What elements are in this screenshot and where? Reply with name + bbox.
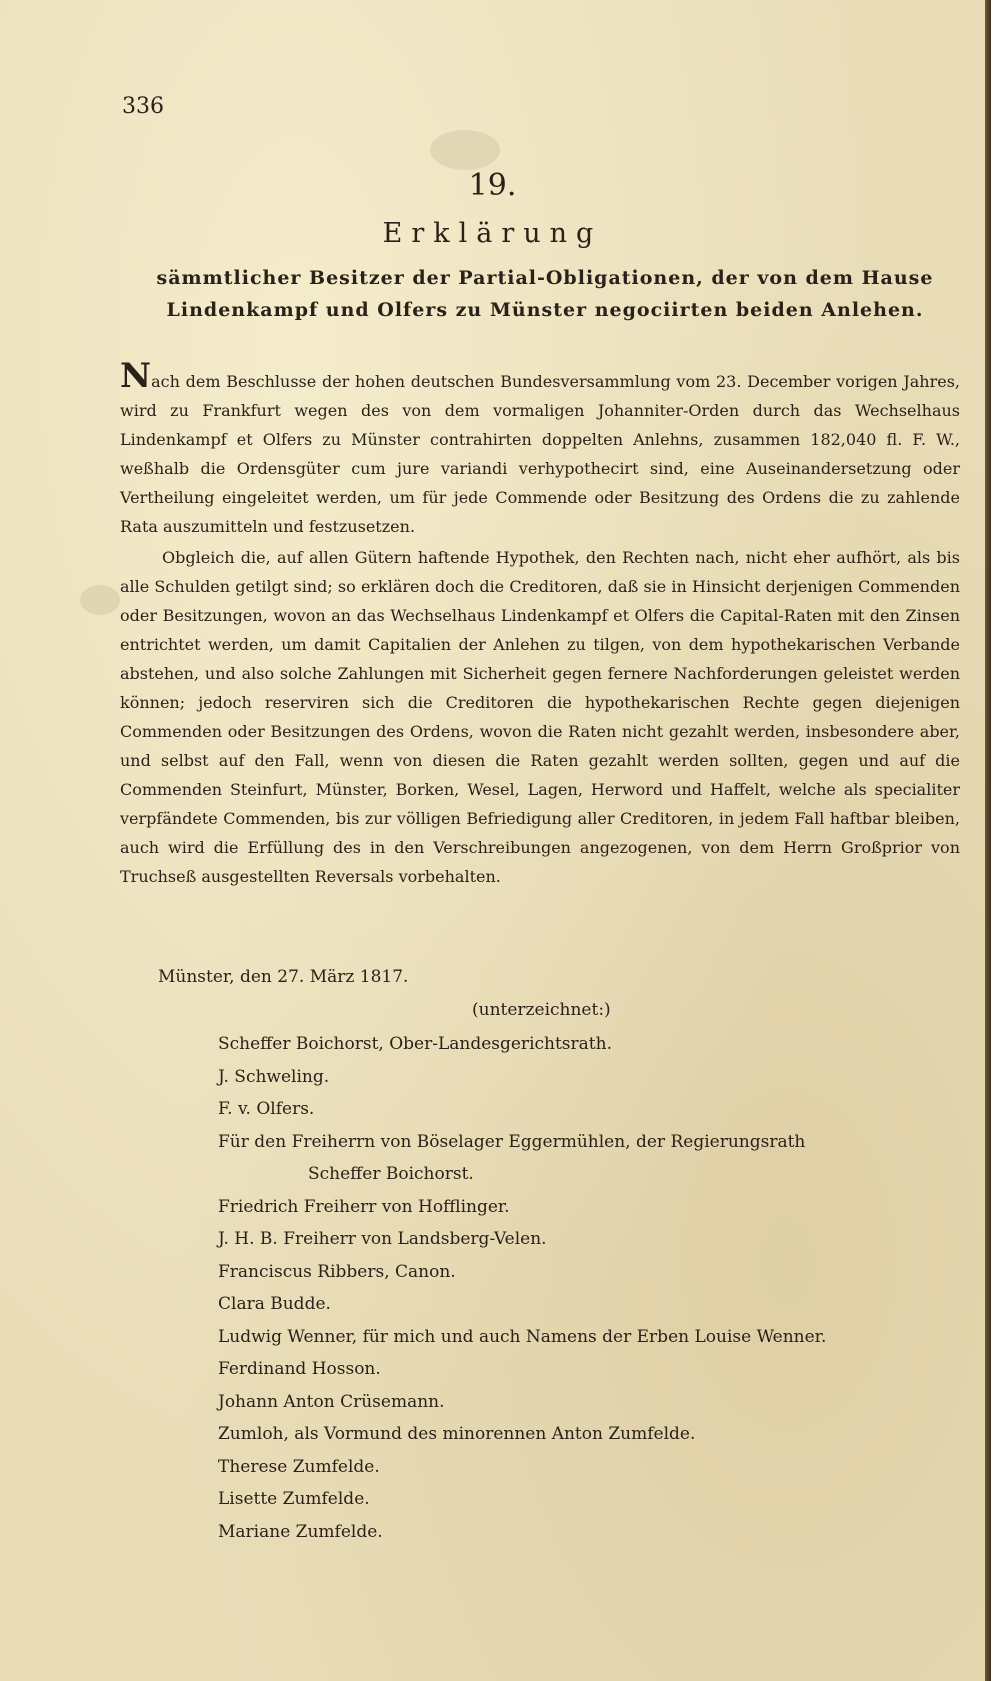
- signatory: Franciscus Ribbers, Canon.: [218, 1261, 456, 1282]
- signatory-continued: Scheffer Boichorst.: [308, 1164, 474, 1184]
- signatory: Ferdinand Hosson.: [218, 1359, 381, 1379]
- place-date: Münster, den 27. März 1817.: [158, 967, 409, 987]
- paragraph-text: ach dem Beschlusse der hohen deutschen Bundesversammlung vom 23. December vorigen Jahres, wird zu Frankfurt wegen des von dem vormaligen Johanniter-Orden durch das Wechselhaus Lindenkampf et Olfers zu Münster contrahirten doppelten Anlehns, zusammen 182,040 fl. F. W., weßhalb die Ordensgüter cum jure variandi verhypothecirt sind, eine Auseinandersetzung oder Vertheilung eingeleitet werden, um für jede Commende oder Besitzung des Ordens die zu zahlende Rata auszumitteln und festzusetzen.: [120, 372, 960, 536]
- signatory: J. Schweling.: [218, 1066, 330, 1087]
- document-subtitle: sämmtlicher Besitzer der Partial-Obligationen, der von dem Hause Lindenkampf und Olfers zu Münster negociirten beiden Anlehen.: [156, 267, 934, 321]
- signatory: Friedrich Freiherr von Hofflinger.: [218, 1196, 510, 1217]
- signatory: Scheffer Boichorst, Ober-Landesgerichtsrath.: [218, 1034, 612, 1054]
- paragraph: [120, 356, 960, 541]
- signatory: Lisette Zumfelde.: [218, 1489, 370, 1509]
- document-title: Erklärung: [382, 218, 603, 249]
- page-number: 336: [122, 94, 164, 119]
- paper-stain: [80, 585, 120, 615]
- paragraph: [120, 543, 960, 891]
- signatory: Therese Zumfelde.: [218, 1456, 380, 1477]
- signatory: F. v. Olfers.: [218, 1099, 315, 1119]
- signatory: Johann Anton Crüsemann.: [218, 1391, 445, 1412]
- document-number: 19.: [468, 168, 517, 203]
- page-edge-shadow: [985, 0, 1000, 1681]
- signatory: Ludwig Wenner, für mich und auch Namens der Erben Louise Wenner.: [218, 1326, 827, 1347]
- signatory: Mariane Zumfelde.: [218, 1521, 383, 1542]
- paper-stain: [430, 130, 500, 170]
- signatory: J. H. B. Freiherr von Landsberg-Velen.: [218, 1229, 547, 1249]
- body-text: [120, 356, 960, 893]
- signatory-list: [218, 1028, 958, 1548]
- signatory: Für den Freiherrn von Böselager Eggermühlen, der Regierungsrath: [218, 1131, 806, 1152]
- signatory: Clara Budde.: [218, 1294, 331, 1314]
- signed-note: (unterzeichnet:): [472, 1000, 611, 1020]
- signatory: Zumloh, als Vormund des minorennen Anton Zumfelde.: [218, 1424, 696, 1444]
- drop-cap: N: [120, 356, 152, 396]
- paragraph-text: Obgleich die, auf allen Gütern haftende Hypothek, den Rechten nach, nicht eher aufhört, als bis alle Schulden getilgt sind; so erklären doch die Creditoren, daß sie in Hinsicht derjenigen Commenden oder Besitzungen, wovon an das Wechselhaus Lindenkampf et Olfers die Capital-Raten mit den Zinsen entrichtet werden, um damit Capitalien der Anlehen zu tilgen, von dem hypothekarischen Verbande abstehen, und also solche Zahlungen mit Sicherheit gegen fernere Nachforderungen geleistet werden können; jedoch reserviren sich die Creditoren die hypothekarischen Rechte gegen diejenigen Commenden oder Besitzungen des Ordens, wovon die Raten nicht gezahlt werden, insbesondere aber, und selbst auf den Fall, wenn von diesen die Raten gezahlt werden sollten, gegen und auf die Commenden Steinfurt, Münster, Borken, Wesel, Lagen, Herword und Haffelt, welche als specialiter verpfändete Commenden, bis zur völligen Befriedigung aller Creditoren, in jedem Fall haftbar bleiben, auch wird die Erfüllung des in den Verschreibungen angezogenen, von dem Herrn Großprior von Truchseß ausgestellten Reversals vorbehalten.: [120, 548, 960, 886]
